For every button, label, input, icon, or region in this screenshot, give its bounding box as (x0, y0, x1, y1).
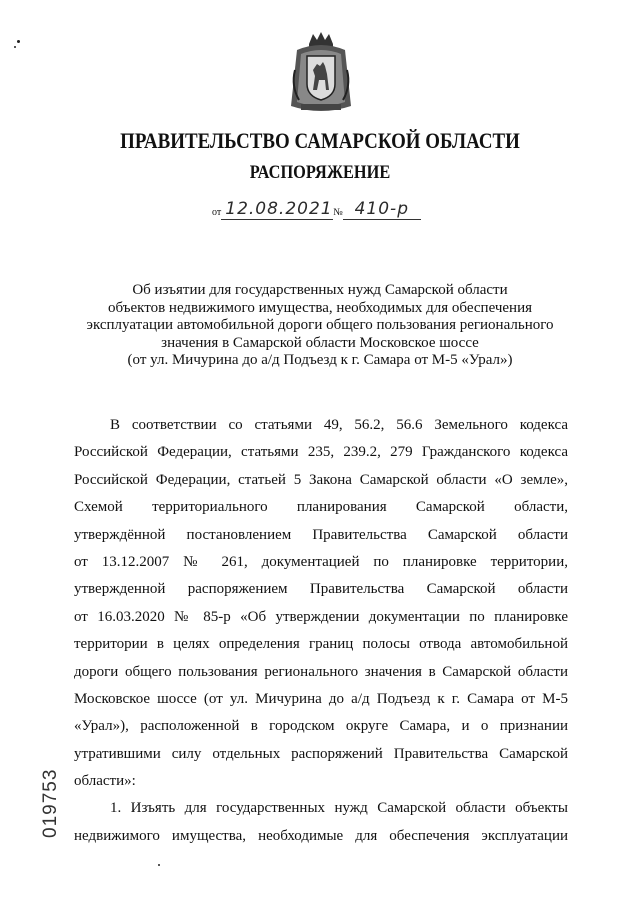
date-number-line (212, 196, 421, 220)
subject-line: значения в Самарской области Московское шоссе (161, 334, 479, 351)
subject-line: (от ул. Мичурина до а/д Подъезд к г. Самара от М-5 «Урал») (127, 352, 513, 368)
body-line: области»: (74, 773, 136, 790)
document-body (74, 412, 568, 850)
body-line: от 16.03.2020 № 85-р «Об утверждении документации по планировке (74, 608, 568, 625)
body-line: Российской Федерации, статьей 5 Закона Самарской области «О земле», (74, 471, 568, 488)
scan-speck (14, 46, 16, 48)
body-line: территории в целях определения границ полосы отвода автомобильной (74, 636, 568, 653)
subject-line: Об изъятии для государственных нужд Самарской области (132, 282, 508, 298)
body-line: «Урал»), расположенной в городском округе Самара, и о признании (74, 718, 568, 735)
body-line: утвержденной распоряжением Правительства Самарской области (74, 581, 568, 598)
scan-speck (158, 864, 160, 866)
registration-stamp-number: 019753 (40, 768, 61, 838)
document-subject (60, 282, 580, 370)
body-line: 1. Изъять для государственных нужд Самарской области объекты (110, 800, 568, 817)
coat-of-arms-icon (287, 30, 355, 116)
government-title: ПРАВИТЕЛЬСТВО САМАРСКОЙ ОБЛАСТИ (120, 128, 520, 153)
subject-line: объектов недвижимого имущества, необходимых для обеспечения (107, 299, 533, 316)
body-line: Московское шоссе (от ул. Мичурина до а/д Подъезд к г. Самара от М-5 (74, 690, 568, 707)
handwritten-number: 410-р (343, 199, 421, 220)
document-type-title: РАСПОРЯЖЕНИЕ (249, 162, 391, 183)
body-line: Схемой территориального планирования Самарской области, (74, 499, 568, 516)
body-line: утратившими силу отдельных распоряжений Правительства Самарской (74, 745, 568, 762)
body-line: утверждённой постановлением Правительства Самарской области (74, 526, 568, 543)
body-line: дороги общего пользования регионального значения в Самарской области (74, 663, 568, 680)
number-label: № (333, 207, 343, 218)
subject-line: эксплуатации автомобильной дороги общего пользования регионального (86, 317, 554, 333)
body-line: В соответствии со статьями 49, 56.2, 56.6 Земельного кодекса (110, 417, 568, 433)
handwritten-date: 12.08.2021 (221, 199, 333, 220)
scan-speck (17, 40, 20, 43)
date-label: от (212, 207, 222, 218)
body-line: недвижимого имущества, необходимые для обеспечения эксплуатации (74, 827, 568, 844)
body-line: от 13.12.2007 № 261, документацией по планировке территории, (74, 553, 568, 570)
body-line: Российской Федерации, статьями 235, 239.2, 279 Гражданского кодекса (74, 444, 568, 461)
